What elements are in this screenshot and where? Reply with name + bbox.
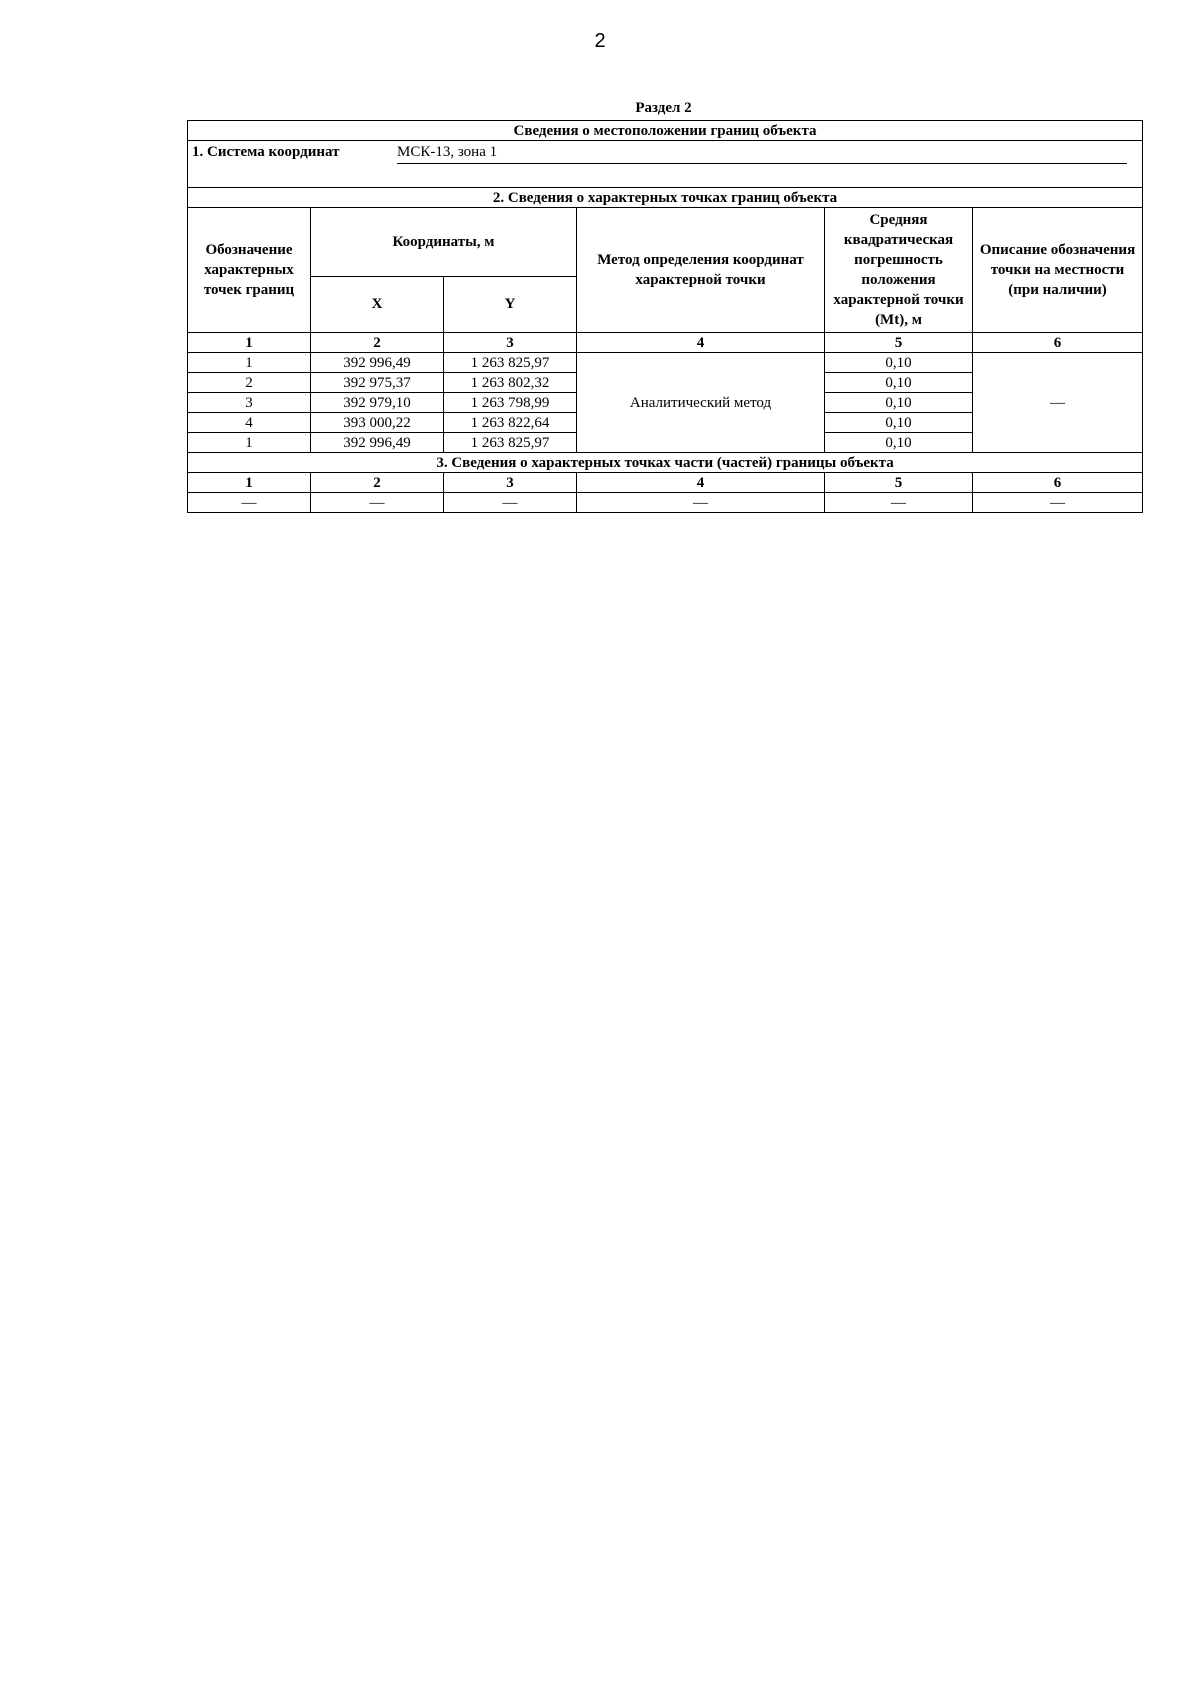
column-number: 2	[311, 333, 444, 353]
empty-cell: —	[825, 493, 973, 513]
coordinate-y: 1 263 825,97	[444, 353, 577, 373]
coordinate-x: 392 996,49	[311, 433, 444, 453]
coordinate-x: 392 996,49	[311, 353, 444, 373]
point-number: 4	[188, 413, 311, 433]
table-row	[188, 353, 1143, 373]
error-value: 0,10	[825, 433, 973, 453]
coordinate-y: 1 263 825,97	[444, 433, 577, 453]
column-number: 4	[577, 473, 825, 493]
coordinate-system-label: 1. Система координат	[192, 144, 340, 160]
column-number: 6	[973, 473, 1143, 493]
boundary-points-heading: 2. Сведения о характерных точках границ объекта	[188, 188, 1143, 208]
column-number: 2	[311, 473, 444, 493]
coordinate-x: 393 000,22	[311, 413, 444, 433]
column-number-row	[188, 333, 1143, 353]
column-number: 1	[188, 333, 311, 353]
column-number: 3	[444, 473, 577, 493]
header-method: Метод определения координат характерной точки	[577, 208, 825, 333]
boundary-info-table	[187, 120, 1143, 513]
column-number: 6	[973, 333, 1143, 353]
empty-cell: —	[311, 493, 444, 513]
error-value: 0,10	[825, 353, 973, 373]
part-points-heading: 3. Сведения о характерных точках части (частей) границы объекта	[188, 453, 1143, 473]
column-number: 4	[577, 333, 825, 353]
method-value: Аналитический метод	[577, 353, 825, 453]
header-x: X	[311, 276, 444, 332]
empty-cell: —	[973, 493, 1143, 513]
column-number-row	[188, 473, 1143, 493]
header-coordinates: Координаты, м	[311, 208, 577, 277]
table-row	[188, 493, 1143, 513]
error-value: 0,10	[825, 373, 973, 393]
column-number: 5	[825, 333, 973, 353]
empty-cell: —	[444, 493, 577, 513]
header-error: Средняя квадратическая погрешность положения характерной точки (Mt), м	[825, 208, 973, 333]
point-number: 3	[188, 393, 311, 413]
coordinate-x: 392 975,37	[311, 373, 444, 393]
empty-cell: —	[188, 493, 311, 513]
coordinate-y: 1 263 802,32	[444, 373, 577, 393]
error-value: 0,10	[825, 393, 973, 413]
column-number: 5	[825, 473, 973, 493]
point-number: 1	[188, 433, 311, 453]
column-number: 3	[444, 333, 577, 353]
error-value: 0,10	[825, 413, 973, 433]
header-description: Описание обозначения точки на местности (при наличии)	[973, 208, 1143, 333]
column-number: 1	[188, 473, 311, 493]
coordinate-y: 1 263 798,99	[444, 393, 577, 413]
coordinate-system-row	[188, 141, 1143, 188]
header-y: Y	[444, 276, 577, 332]
description-value: —	[973, 353, 1143, 453]
point-number: 1	[188, 353, 311, 373]
page-number: 2	[594, 30, 606, 52]
coordinate-x: 392 979,10	[311, 393, 444, 413]
header-designation: Обозначение характерных точек границ	[188, 208, 311, 333]
empty-cell: —	[577, 493, 825, 513]
coordinate-y: 1 263 822,64	[444, 413, 577, 433]
coordinate-system-value: МСК-13, зона 1	[397, 143, 1127, 164]
section-title: Раздел 2	[635, 100, 692, 116]
point-number: 2	[188, 373, 311, 393]
section-heading: Сведения о местоположении границ объекта	[188, 121, 1143, 141]
